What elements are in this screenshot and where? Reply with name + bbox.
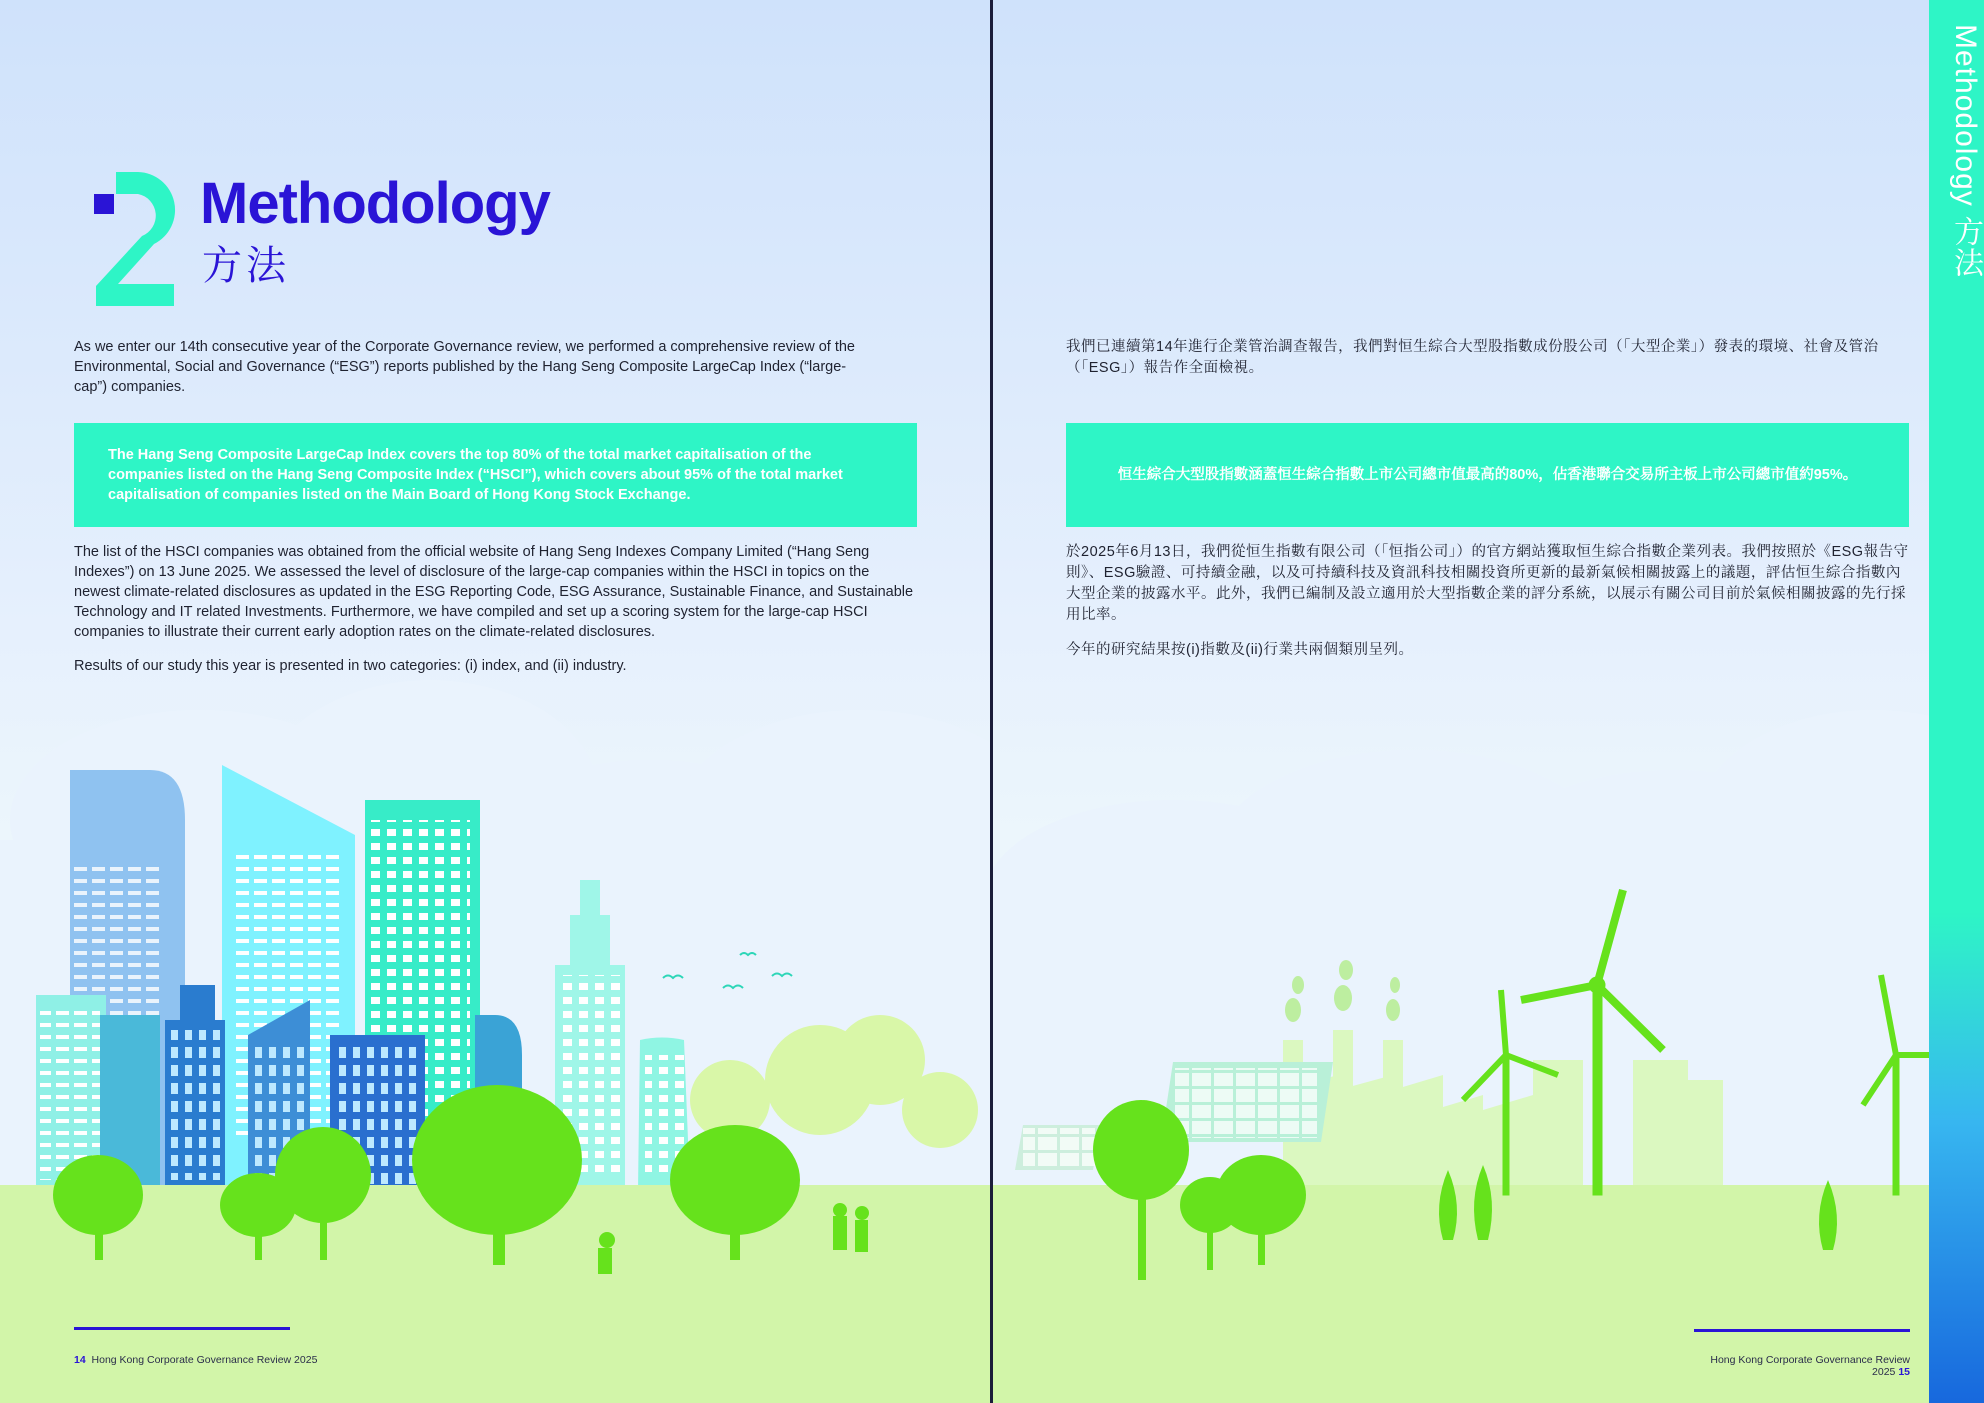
body-paragraph-zh: 於2025年6月13日，我們從恒生指數有限公司（「恒指公司」）的官方網站獲取恒生綜合指數企業列表。我們按照於《ESG報告守則》、ESG驗證、可持續金融，以及可持續科技及資訊科技相關投資所更新的最新氣候相關披露上的議題，評估恒生綜合指數內大型企業的披露水平。此外，我們已編制及設立適用於大型指數企業的評分系統，以展示有關公司目前於氣候相關披露的先行採用比率。 [1066, 544, 1909, 623]
footer-rule [74, 1327, 290, 1330]
results-paragraph: Results of our study this year is presented in two categories: (i) index, and (ii) industry. [74, 658, 627, 674]
footer-text: Hong Kong Corporate Governance Review 2025 [1710, 1354, 1910, 1378]
body-paragraph: The list of the HSCI companies was obtained from the official website of Hang Seng Indexes Company Limited (“Hang Seng Indexes”) on 13 June 2025. We assessed the level of disclosure of the large-cap companies within the HSCI in topics on the newest climate-related disclosures as updated in the ESG Reporting Code, ESG Assurance, Sustainable Finance, and Sustainable Technology and IT related Investments. Furthermore, we have compiled and set up a scoring system for the large-cap HSCI companies to illustrate their current early adoption rates on the climate-related disclosures. [74, 544, 914, 640]
intro-paragraph: As we enter our 14th consecutive year of the Corporate Governance review, we performed a comprehensive review of the Environmental, Social and Governance (“ESG”) reports published by the Hang Seng Composite LargeCap Index (“large-cap”) companies. [74, 339, 855, 395]
section-tab-label: Methodology 方法 [1949, 24, 1982, 279]
chapter-number-graphic [94, 172, 178, 306]
right-page [993, 0, 1984, 1403]
results-paragraph-zh: 今年的研究結果按(i)指數及(ii)行業共兩個類別呈列。 [1066, 642, 1414, 658]
page-number: 15 [1898, 1366, 1910, 1378]
highlight-callout-zh: 恒生綜合大型股指數涵蓋恒生綜合指數上市公司總市值最高的80%，佔香港聯合交易所主板上市公司總市值約95%。 [1066, 423, 1909, 527]
footer [74, 1354, 317, 1366]
footer-text: Hong Kong Corporate Governance Review 2025 [91, 1354, 318, 1366]
energy-illustration [993, 0, 1984, 1403]
footer [1689, 1354, 1910, 1378]
section-side-tab [1929, 0, 1984, 1403]
page-number: 14 [74, 1354, 86, 1366]
highlight-callout: The Hang Seng Composite LargeCap Index covers the top 80% of the total market capitalisation of the companies listed on the Hang Seng Composite Index (“HSCI”), which covers about 95% of the total market capitalisation of companies listed on the Main Board of Hong Kong Stock Exchange. [74, 423, 917, 527]
left-page [0, 0, 990, 1403]
page-title-zh: 方法 [202, 244, 290, 288]
page-title: Methodology [200, 171, 550, 236]
footer-rule [1694, 1329, 1910, 1332]
intro-paragraph-zh: 我們已連續第14年進行企業管治調查報告，我們對恒生綜合大型股指數成份股公司（「大型企業」）發表的環境、社會及管治（「ESG」）報告作全面檢視。 [1066, 339, 1879, 376]
